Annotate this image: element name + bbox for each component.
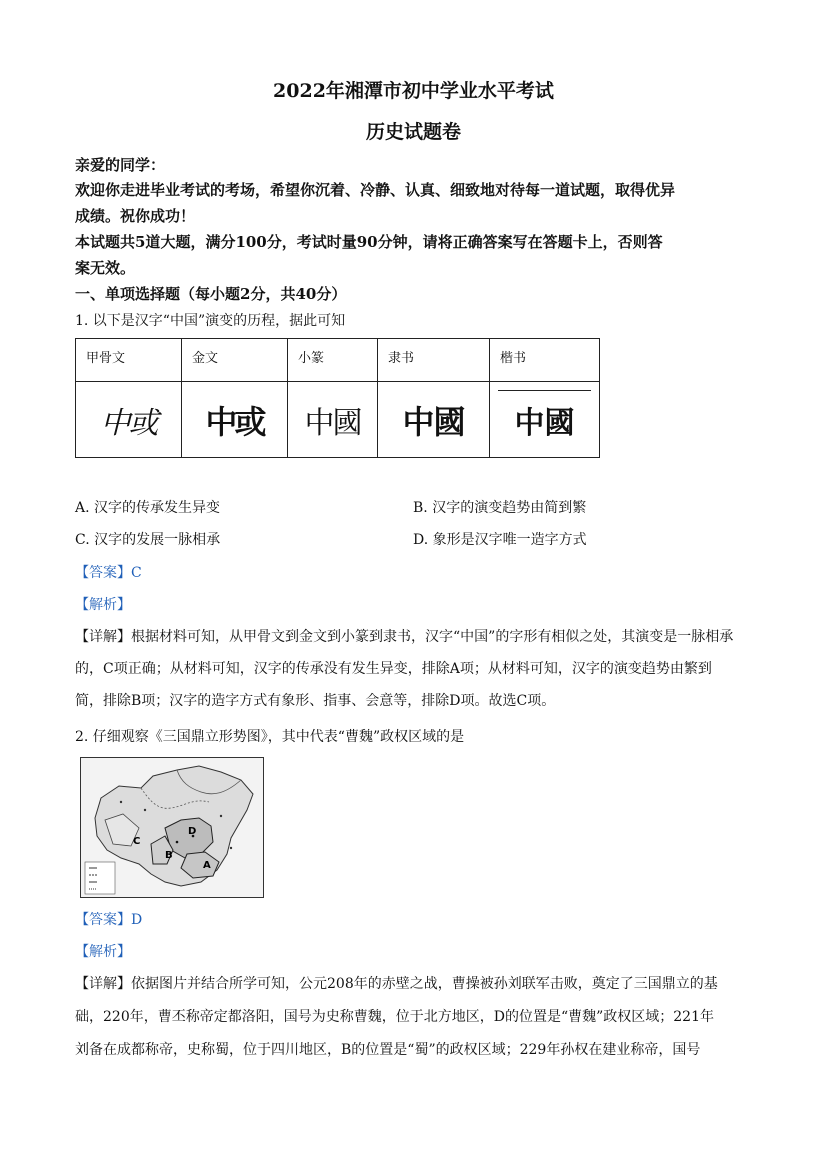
header-jinwen: 金文 <box>182 339 288 382</box>
q2-detail-line-1: 【详解】依据图片并结合所学可知，公元208年的赤壁之战，曹操被孙刘联军击败，奠定了三国鼎立的基 <box>75 976 718 992</box>
q1-option-b: B. 汉字的演变趋势由简到繁 <box>413 500 587 516</box>
header-jiaguwen: 甲骨文 <box>76 339 182 382</box>
q1-option-d: D. 象形是汉字唯一造字方式 <box>413 532 587 548</box>
three-kingdoms-map <box>80 757 264 898</box>
glyph-xiaozhuan <box>288 382 378 458</box>
glyph-jinwen-text: 中或 <box>205 402 264 441</box>
intro-line-4: 案无效。 <box>75 259 136 277</box>
q1-answer: 【答案】C <box>75 565 142 581</box>
intro-line-3: 本试题共5道大题，满分100分，考试时量90分钟，请将正确答案写在答题卡上，否则答 <box>75 233 663 251</box>
q2-stem: 2. 仔细观察《三国鼎立形势图》，其中代表“曹魏”政权区域的是 <box>75 729 465 745</box>
map-label-a: A <box>203 860 211 871</box>
glyph-lishu <box>378 382 490 458</box>
section-heading: 一、单项选择题（每小题2分，共40分） <box>75 285 347 303</box>
exam-subtitle: 历史试题卷 <box>365 121 461 143</box>
greeting: 亲爱的同学： <box>75 156 166 174</box>
header-kaishu: 楷书 <box>490 339 600 382</box>
intro-line-1: 欢迎你走进毕业考试的考场，希望你沉着、冷静、认真、细致地对待每一道试题，取得优异 <box>75 181 676 199</box>
q2-detail-line-3: 刘备在成都称帝，史称蜀，位于四川地区，B的位置是“蜀”的政权区域；229年孙权在建业称帝，国号 <box>75 1042 701 1058</box>
q1-analysis-label: 【解析】 <box>75 597 131 613</box>
glyph-jiaguwen-text: 中或 <box>100 405 157 441</box>
map-drawing <box>81 758 263 897</box>
q1-detail-line-1: 【详解】根据材料可知，从甲骨文到金文到小篆到隶书，汉字“中国”的字形有相似之处，其演变是一脉相承 <box>75 629 734 645</box>
intro-line-2: 成绩。祝你成功！ <box>75 207 196 225</box>
header-xiaozhuan: 小篆 <box>288 339 378 382</box>
glyph-lishu-text: 中國 <box>402 402 465 441</box>
q1-stem: 1. 以下是汉字“中国”演变的历程，据此可知 <box>75 313 346 329</box>
glyph-jinwen <box>182 382 288 458</box>
q2-analysis-label: 【解析】 <box>75 944 131 960</box>
map-label-c: C <box>133 836 141 847</box>
glyph-kaishu-text: 中國 <box>514 405 575 441</box>
q2-detail-line-2: 础，220年，曹丕称帝定都洛阳，国号为史称曹魏，位于北方地区，D的位置是“曹魏”政权区域；221年 <box>75 1009 714 1025</box>
script-evolution-table <box>75 338 600 458</box>
glyph-jiaguwen <box>76 382 182 458</box>
map-label-b: B <box>165 850 173 861</box>
glyph-kaishu-line <box>498 390 591 391</box>
q1-option-c: C. 汉字的发展一脉相承 <box>75 532 221 548</box>
header-lishu: 隶书 <box>378 339 490 382</box>
q1-option-a: A. 汉字的传承发生异变 <box>75 500 221 516</box>
q2-answer: 【答案】D <box>75 912 143 928</box>
q1-detail-line-2: 的，C项正确；从材料可知，汉字的传承没有发生异变，排除A项；从材料可知，汉字的演变趋势由繁到 <box>75 661 712 677</box>
exam-title: 2022年湘潭市初中学业水平考试 <box>273 80 554 102</box>
glyph-xiaozhuan-text: 中國 <box>304 405 361 441</box>
q1-detail-line-3: 简，排除B项；汉字的造字方式有象形、指事、会意等，排除D项。故选C项。 <box>75 693 556 709</box>
map-label-d: D <box>188 826 197 837</box>
glyph-kaishu <box>490 382 600 458</box>
